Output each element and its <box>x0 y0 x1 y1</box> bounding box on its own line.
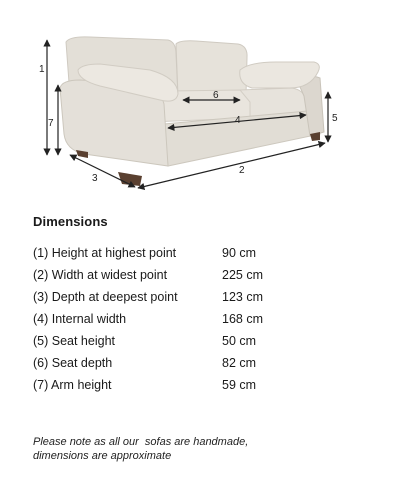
dim-label-4: 4 <box>235 115 241 126</box>
dimension-label: (2) Width at widest point <box>33 268 168 282</box>
dimension-value: 82 cm <box>222 356 257 370</box>
dimension-label: (1) Height at highest point <box>33 246 177 260</box>
sofa-dimensions-diagram <box>0 0 400 205</box>
dimension-value: 225 cm <box>222 268 263 282</box>
dimension-value: 168 cm <box>222 312 263 326</box>
dimension-label: (6) Seat depth <box>33 356 113 370</box>
disclaimer-line: dimensions are approximate <box>33 450 172 462</box>
dimension-row <box>33 264 263 286</box>
dimension-value: 50 cm <box>222 334 257 348</box>
handmade-disclaimer <box>33 435 373 463</box>
dimensions-list <box>33 242 263 396</box>
dim-label-1: 1 <box>39 64 45 75</box>
dimensions-heading: Dimensions <box>33 214 108 229</box>
dim-label-7: 7 <box>48 118 54 129</box>
dim-label-3: 3 <box>92 173 98 184</box>
dimension-row <box>33 242 263 264</box>
dim-label-6: 6 <box>213 90 219 101</box>
disclaimer-line: Please note as all our sofas are handmade, <box>33 436 249 448</box>
dimension-label: (3) Depth at deepest point <box>33 290 178 304</box>
dimension-row <box>33 330 263 352</box>
dimension-row <box>33 286 263 308</box>
sofa-illustration <box>0 0 400 205</box>
dimension-value: 59 cm <box>222 378 257 392</box>
dimension-row <box>33 308 263 330</box>
dimension-value: 90 cm <box>222 246 257 260</box>
dimension-value: 123 cm <box>222 290 263 304</box>
dimension-label: (4) Internal width <box>33 312 127 326</box>
dimension-label: (5) Seat height <box>33 334 115 348</box>
sofa-shape <box>60 37 324 186</box>
dimension-label: (7) Arm height <box>33 378 112 392</box>
dim-label-2: 2 <box>239 165 245 176</box>
dim-label-5: 5 <box>332 113 338 124</box>
dimension-row <box>33 352 263 374</box>
dimension-row <box>33 374 263 396</box>
